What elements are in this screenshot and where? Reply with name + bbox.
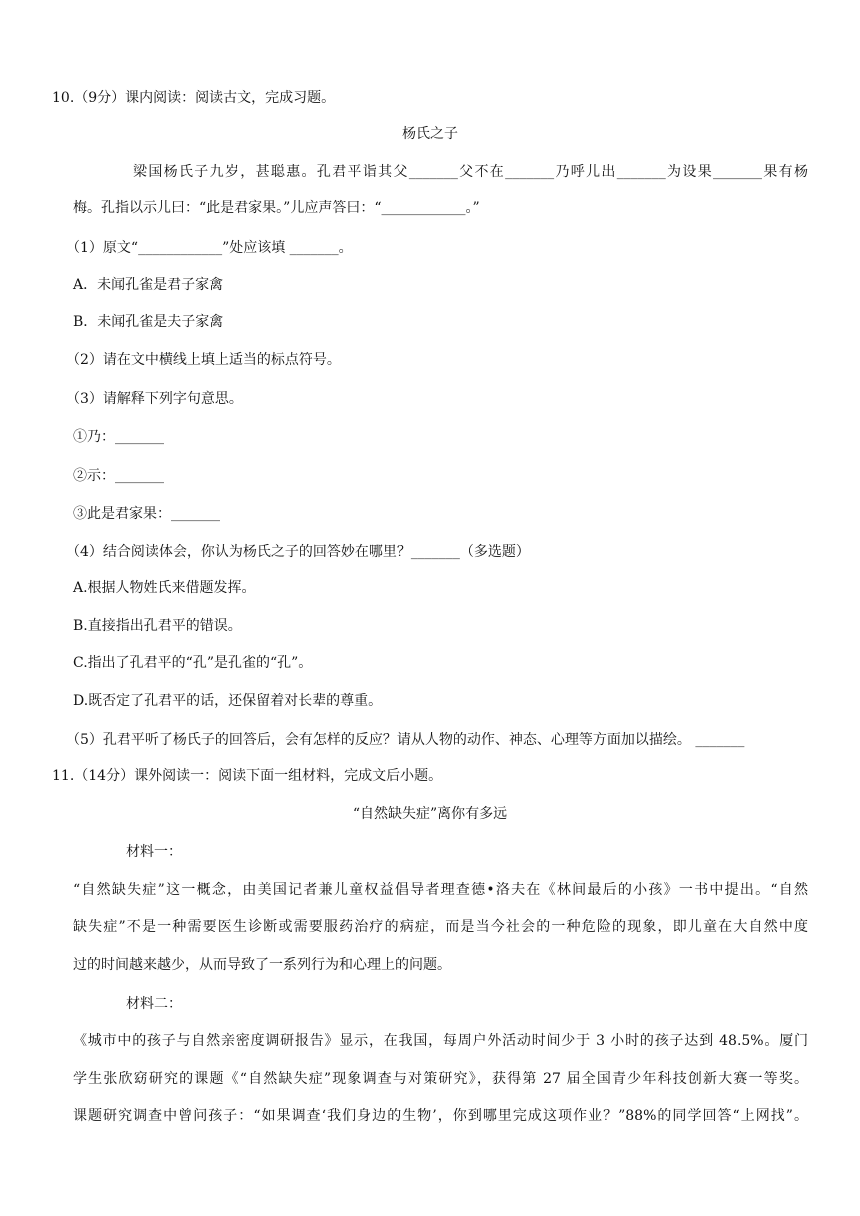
- q10-sub2: （2）请在文中横线上填上适当的标点符号。: [66, 352, 341, 368]
- q10-sub3: （3）请解释下列字句意思。: [66, 391, 243, 407]
- q10-header: 10.（9分）课内阅读：阅读古文，完成习题。: [52, 90, 336, 106]
- q10-sub4-option-a: A.根据人物姓氏来借题发挥。: [73, 580, 256, 596]
- q11-title: “自然缺失症”离你有多远: [352, 806, 508, 822]
- q10-sub3-item-2: ②示：_______: [73, 468, 164, 484]
- q11-material-2-line-3: 课题研究调查中曾问孩子：“如果调查‘我们身边的生物’，你到哪里完成这项作业？”88%的同学回答“上网找”。: [73, 1108, 808, 1124]
- q10-sub4-option-d: D.既否定了孔君平的话，还保留着对长辈的尊重。: [73, 693, 383, 709]
- q10-sub4: （4）结合阅读体会，你认为杨氏之子的回答妙在哪里？_______（多选题）: [66, 544, 530, 560]
- q11-material-1-label: 材料一：: [126, 844, 182, 860]
- q10-sub3-item-3: ③此是君家果：_______: [73, 506, 220, 522]
- q10-sub4-option-c: C.指出了孔君平的“孔”是孔雀的“孔”。: [73, 655, 313, 671]
- q11-material-2-line-2: 学生张欣窈研究的课题《“自然缺失症”现象调查与对策研究》，获得第 27 届全国青少年科技创新大赛一等奖。: [73, 1071, 808, 1087]
- q10-sub3-item-1: ①乃：_______: [73, 429, 164, 445]
- q10-sub4-option-b: B.直接指出孔君平的错误。: [73, 618, 242, 634]
- q11-material-1-line-1: “自然缺失症”这一概念，由美国记者兼儿童权益倡导者理查德•洛夫在《林间最后的小孩》一书中提出。“自然: [73, 882, 808, 898]
- q10-title: 杨氏之子: [402, 126, 458, 142]
- q11-material-2-label: 材料二：: [126, 996, 182, 1012]
- q10-sub1-option-a: A．未闻孔雀是君子家禽: [73, 277, 224, 293]
- q10-passage-line-1: 梁国杨氏子九岁，甚聪惠。孔君平诣其父_______父不在_______乃呼儿出_______为设果_______果有杨: [133, 164, 808, 180]
- q11-material-2-line-1: 《城市中的孩子与自然亲密度调研报告》显示，在我国，每周户外活动时间少于 3 小时的孩子达到 48.5%。厦门: [73, 1033, 808, 1049]
- q11-material-1-line-2: 缺失症”不是一种需要医生诊断或需要服药治疗的病症，而是当今社会的一种危险的现象，即儿童在大自然中度: [73, 919, 808, 935]
- q11-material-1-line-3: 过的时间越来越少，从而导致了一系列行为和心理上的问题。: [73, 957, 451, 973]
- q11-header: 11.（14分）课外阅读一：阅读下面一组材料，完成文后小题。: [52, 768, 443, 784]
- q10-sub5: （5）孔君平听了杨氏子的回答后，会有怎样的反应？请从人物的动作、神态、心理等方面加以描绘。 _______: [66, 732, 745, 748]
- q10-passage-line-2: 梅。孔指以示儿曰：“此是君家果。”儿应声答曰：“____________。”: [73, 200, 480, 216]
- q10-sub1-option-b: B．未闻孔雀是夫子家禽: [73, 314, 224, 330]
- q10-sub1: （1）原文“____________”处应该填 _______。: [66, 240, 353, 256]
